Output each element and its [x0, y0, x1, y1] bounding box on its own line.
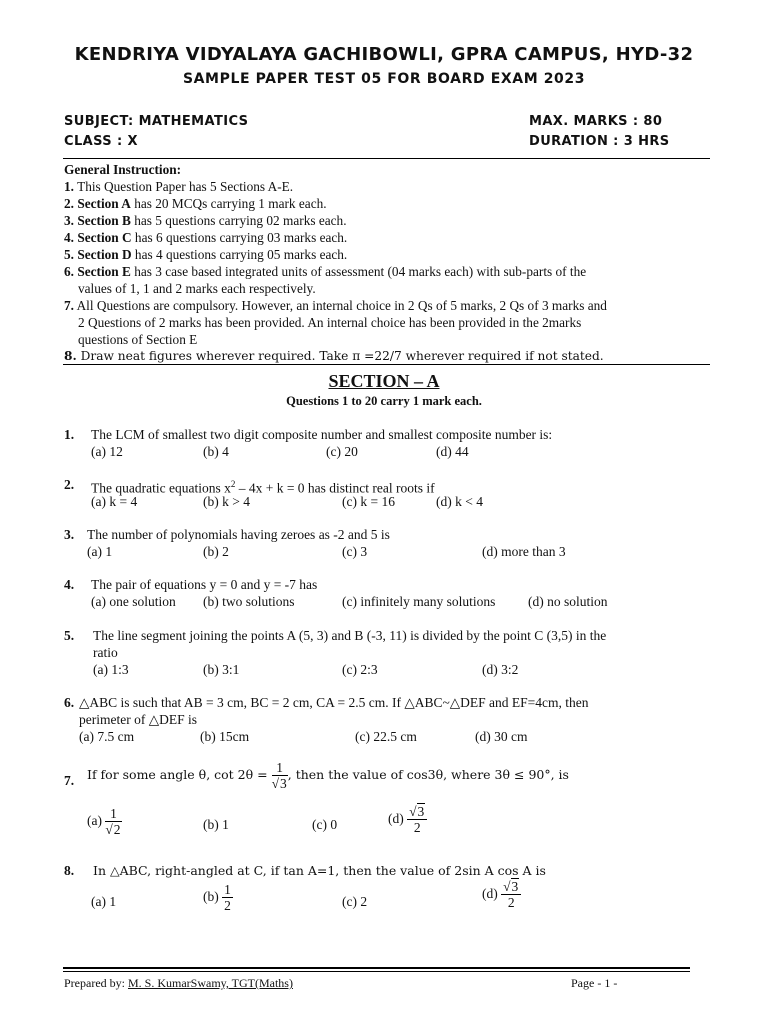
question-text: The quadratic equations $x^2 - 4x + k = 0$ has distinct real roots if [91, 479, 435, 496]
option-d: (d) more than 3 [482, 544, 566, 559]
question-text: The LCM of smallest two digit composite number and smallest composite number is: [91, 427, 553, 442]
instructions-title: General Instruction: [64, 162, 182, 177]
question-text: △ABC is such that AB = 3 cm, BC = 2 cm, CA = 2.5 cm. If △ABC~△DEF and EF=4cm, then [79, 695, 589, 710]
question-5 [0, 627, 768, 683]
fraction: $\frac{√3}{2}$ [407, 804, 427, 836]
instruction-item-continued: 2 Questions of 2 marks has been provided. An internal choice has been provided in the 2marks [78, 315, 582, 330]
option-d: (d) k < 4 [436, 494, 483, 509]
question-number: 1. [64, 427, 75, 442]
option-a: (a) 1:3 [93, 662, 129, 677]
option-a: (a) 1 [87, 544, 113, 559]
option-b: (b) 4 [203, 444, 229, 459]
question-2 [0, 476, 768, 516]
fraction: $\frac{1}{2}$ [224, 882, 231, 913]
question-text: If for some angle θ, cot 2θ = $\frac{1}{√3}$ , then the value of cos3θ, where 3θ ≤ 90°, is [87, 760, 569, 791]
fraction: $\frac{√3}{2}$ [501, 879, 521, 911]
question-text-continued: ratio [93, 645, 118, 660]
question-number: 8. [64, 863, 75, 878]
instructions-block [64, 161, 710, 365]
option-d: (d) 3:2 [482, 662, 519, 677]
instruction-item-continued: values of 1, 1 and 2 marks each respectively. [78, 281, 316, 296]
question-number: 2. [64, 477, 75, 492]
option-a: (a) one solution [91, 594, 176, 609]
section-subtitle: Questions 1 to 20 carry 1 mark each. [286, 394, 482, 408]
footer-page-number: Page - 1 - [571, 976, 618, 990]
instruction-item: 3. Section B has 5 questions carrying 02 marks each. [64, 213, 347, 228]
option-c: (c) infinitely many solutions [342, 594, 496, 609]
option-b: (b) 3:1 [203, 662, 240, 677]
question-1 [0, 426, 768, 466]
question-number: 4. [64, 577, 75, 592]
instruction-item: 7. All Questions are compulsory. However, an internal choice in 2 Qs of 5 marks, 2 Qs of 3 marks and [64, 298, 607, 313]
option-c: (c) 2:3 [342, 662, 378, 677]
section-title: SECTION – A [328, 371, 440, 391]
option-a: (a) 1 [91, 894, 117, 909]
question-8 [0, 862, 768, 932]
max-marks-label: MAX. MARKS : 80 [529, 114, 663, 129]
question-number: 5. [64, 628, 75, 643]
option-d: (d) 30 cm [475, 729, 528, 744]
option-d: (d) $\frac{√3}{2}$ [482, 879, 521, 911]
option-a: (a) $\frac{1}{√2}$ [87, 806, 121, 837]
instruction-item: 1. This Question Paper has 5 Sections A-E. [64, 179, 294, 194]
option-d: (d) $\frac{√3}{2}$ [388, 804, 427, 836]
question-text: The line segment joining the points A (5, 3) and B (-3, 11) is divided by the point C (3,5) in the [93, 628, 607, 643]
footer-divider-thick [63, 967, 690, 969]
instruction-item: 4. Section C has 6 questions carrying 03 marks each. [64, 230, 348, 245]
option-c: (c) 3 [342, 544, 368, 559]
question-7 [0, 760, 768, 850]
footer-divider-thin [63, 971, 690, 972]
option-b: (b) k > 4 [203, 494, 250, 509]
question-text: The pair of equations y = 0 and y = -7 has [91, 577, 318, 592]
instructions-divider [63, 364, 710, 365]
instruction-item: 5. Section D has 4 questions carrying 05 marks each. [64, 247, 348, 262]
option-a: (a) 7.5 cm [79, 729, 135, 744]
question-6 [0, 694, 768, 750]
option-c: (c) 20 [326, 444, 358, 459]
question-text: In △ABC, right-angled at C, if tan A=1, then the value of 2sin A cos A is [93, 863, 546, 878]
instruction-item: 6. Section E has 3 case based integrated units of assessment (04 marks each) with sub-parts of the [64, 264, 587, 279]
question-number: 6. [64, 695, 75, 710]
question-3 [0, 526, 768, 566]
class-label: CLASS : X [64, 134, 138, 149]
option-b: (b) $\frac{1}{2}$ [203, 882, 231, 913]
option-c: (c) 2 [342, 894, 368, 909]
header-divider [63, 158, 710, 159]
question-4 [0, 576, 768, 616]
fraction: $\frac{1}{√2}$ [105, 806, 121, 837]
question-number: 3. [64, 527, 75, 542]
duration-label: DURATION : 3 HRS [529, 134, 670, 149]
option-b: (b) 15cm [200, 729, 250, 744]
option-c: (c) 0 [312, 817, 338, 832]
instruction-item: 2. Section A has 20 MCQs carrying 1 mark each. [64, 196, 327, 211]
footer-prepared-by: Prepared by: M. S. KumarSwamy, TGT(Maths) [64, 976, 293, 990]
question-text-continued: perimeter of △DEF is [79, 712, 197, 727]
option-d: (d) 44 [436, 444, 469, 459]
fraction: $\frac{1}{√3}$ [271, 760, 287, 791]
question-number: 7. [64, 773, 75, 788]
option-c: (c) 22.5 cm [355, 729, 417, 744]
instruction-item: 8. Draw neat figures wherever required. Take π =22/7 wherever required if not stated. [64, 349, 604, 363]
option-a: (a) k = 4 [91, 494, 138, 509]
option-d: (d) no solution [528, 594, 608, 609]
instruction-item-continued: questions of Section E [78, 332, 198, 347]
option-a: (a) 12 [91, 444, 123, 459]
option-c: (c) k = 16 [342, 494, 395, 509]
option-b: (b) two solutions [203, 594, 295, 609]
subject-label: SUBJECT: MATHEMATICS [64, 114, 249, 129]
school-name: KENDRIYA VIDYALAYA GACHIBOWLI, GPRA CAMPUS, HYD-32 [74, 44, 694, 65]
option-b: (b) 2 [203, 544, 229, 559]
option-b: (b) 1 [203, 817, 229, 832]
test-title: SAMPLE PAPER TEST 05 FOR BOARD EXAM 2023 [182, 71, 586, 87]
question-text: The number of polynomials having zeroes as -2 and 5 is [87, 527, 390, 542]
